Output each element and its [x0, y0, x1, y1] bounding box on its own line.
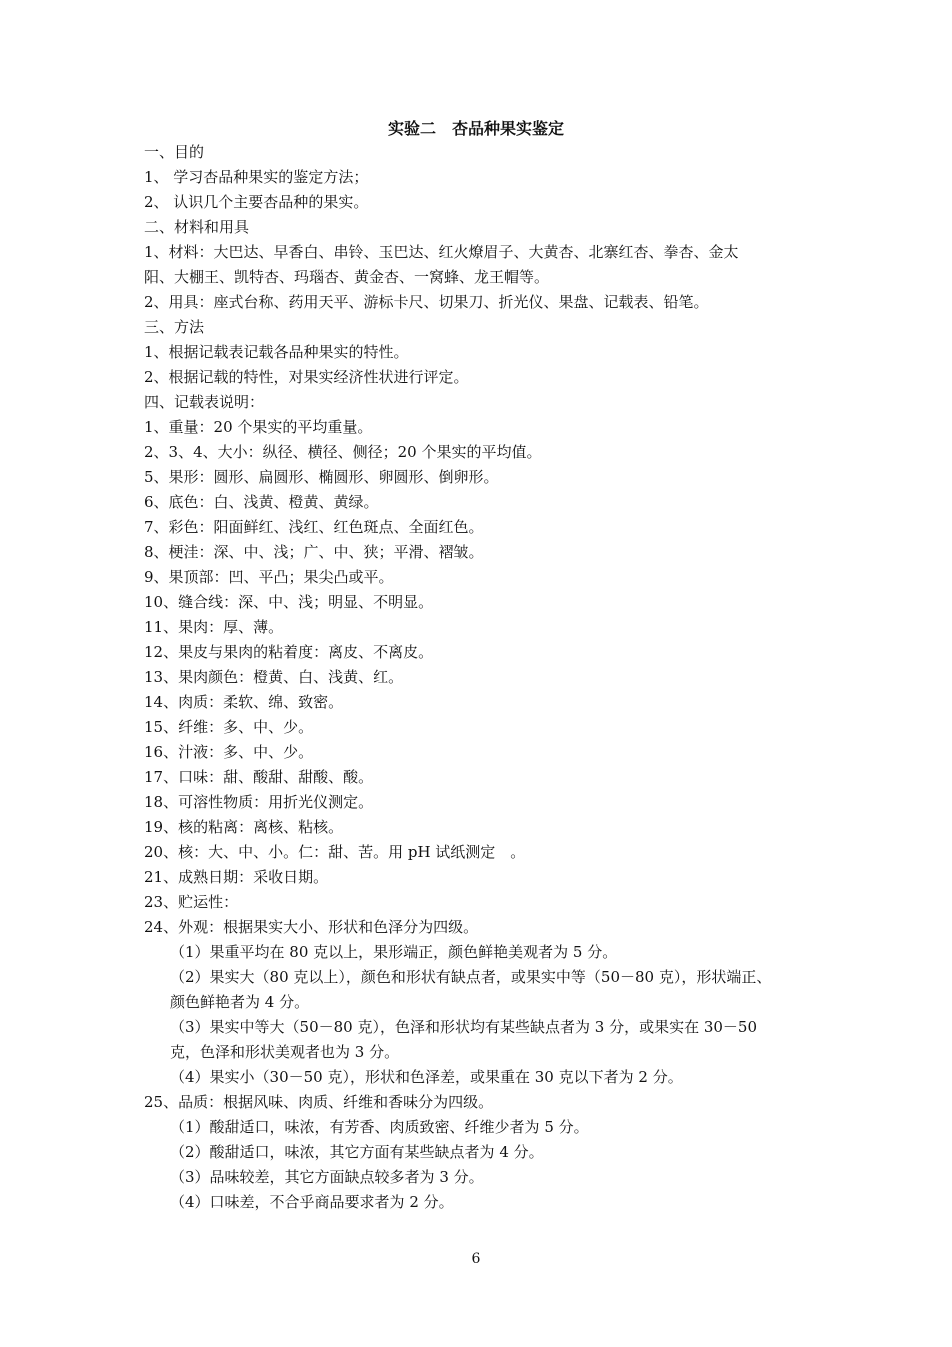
text-line: 1、 学习杏品种果实的鉴定方法；	[144, 168, 369, 186]
grade-line: （1）酸甜适口，味浓，有芳香、肉质致密、纤维少者为 5 分。	[170, 1118, 589, 1136]
grade-line: （2）果实大（80 克以上），颜色和形状有缺点者，或果实中等（50－80 克），形状端正、	[170, 968, 772, 986]
text-line: 25、品质：根据风味、肉质、纤维和香味分为四级。	[144, 1093, 494, 1111]
grade-line: （3）果实中等大（50－80 克），色泽和形状均有某些缺点者为 3 分，或果实在 30－50	[170, 1018, 758, 1036]
text-line: 15、纤维：多、中、少。	[144, 718, 314, 736]
text-line: 12、果皮与果肉的粘着度：离皮、不离皮。	[144, 643, 434, 661]
text-line: 2、 认识几个主要杏品种的果实。	[144, 193, 369, 211]
text-line: 2、根据记载的特性，对果实经济性状进行评定。	[144, 368, 469, 386]
text-line: 1、重量：20 个果实的平均重量。	[144, 418, 373, 436]
text-line: 2、3、4、大小：纵径、横径、侧径；20 个果实的平均值。	[144, 443, 542, 461]
text-line: 24、外观：根据果实大小、形状和色泽分为四级。	[144, 918, 479, 936]
text-line: 2、用具：座式台称、药用天平、游标卡尺、切果刀、折光仪、果盘、记载表、铅笔。	[144, 293, 709, 311]
text-line: 19、核的粘离：离核、粘核。	[144, 818, 344, 836]
grade-line: （2）酸甜适口，味浓，其它方面有某些缺点者为 4 分。	[170, 1143, 544, 1161]
text-line: 17、口味：甜、酸甜、甜酸、酸。	[144, 768, 374, 786]
text-line: 16、汁液：多、中、少。	[144, 743, 314, 761]
text-line: 8、梗洼：深、中、浅；广、中、狭；平滑、褶皱。	[144, 543, 484, 561]
text-line: 6、底色：白、浅黄、橙黄、黄绿。	[144, 493, 379, 511]
grade-line: （3）品味较差，其它方面缺点较多者为 3 分。	[170, 1168, 484, 1186]
page-number: 6	[471, 1251, 481, 1267]
document-body	[144, 140, 816, 1215]
grade-line: （4）果实小（30－50 克），形状和色泽差，或果重在 30 克以下者为 2 分。	[170, 1068, 683, 1086]
text-line: 1、根据记载表记载各品种果实的特性。	[144, 343, 409, 361]
section-heading: 三、方法	[144, 318, 205, 336]
text-line: 10、缝合线：深、中、浅；明显、不明显。	[144, 593, 434, 611]
text-line: 14、肉质：柔软、绵、致密。	[144, 693, 344, 711]
grade-line: （1）果重平均在 80 克以上，果形端正，颜色鲜艳美观者为 5 分。	[170, 943, 618, 961]
section-heading: 一、目的	[144, 143, 205, 161]
page-title: 实验二 杏品种果实鉴定	[387, 119, 564, 138]
text-line: 5、果形：圆形、扁圆形、椭圆形、卵圆形、倒卵形。	[144, 468, 499, 486]
text-line: 阳、大棚王、凯特杏、玛瑙杏、黄金杏、一窝蜂、龙王帽等。	[144, 268, 550, 286]
section-heading: 四、记载表说明：	[144, 393, 265, 411]
text-line: 9、果顶部：凹、平凸；果尖凸或平。	[144, 568, 394, 586]
text-line: 7、彩色：阳面鲜红、浅红、红色斑点、全面红色。	[144, 518, 484, 536]
text-line: 13、果肉颜色：橙黄、白、浅黄、红。	[144, 668, 404, 686]
section-heading: 二、材料和用具	[144, 218, 250, 236]
text-line: 1、材料：大巴达、早香白、串铃、玉巴达、红火燎眉子、大黄杏、北寨红杏、拳杏、金太	[144, 243, 739, 261]
text-line: 23、贮运性：	[144, 893, 239, 911]
grade-line: （4）口味差，不合乎商品要求者为 2 分。	[170, 1193, 454, 1211]
grade-line-continuation: 克，色泽和形状美观者也为 3 分。	[170, 1043, 400, 1061]
grade-line-continuation: 颜色鲜艳者为 4 分。	[170, 993, 310, 1011]
text-line: 11、果肉：厚、薄。	[144, 618, 284, 636]
text-line: 18、可溶性物质：用折光仪测定。	[144, 793, 374, 811]
text-line: 21、成熟日期：采收日期。	[144, 868, 329, 886]
text-line: 20、核：大、中、小。仁：甜、苦。用 pH 试纸测定 。	[144, 843, 526, 861]
